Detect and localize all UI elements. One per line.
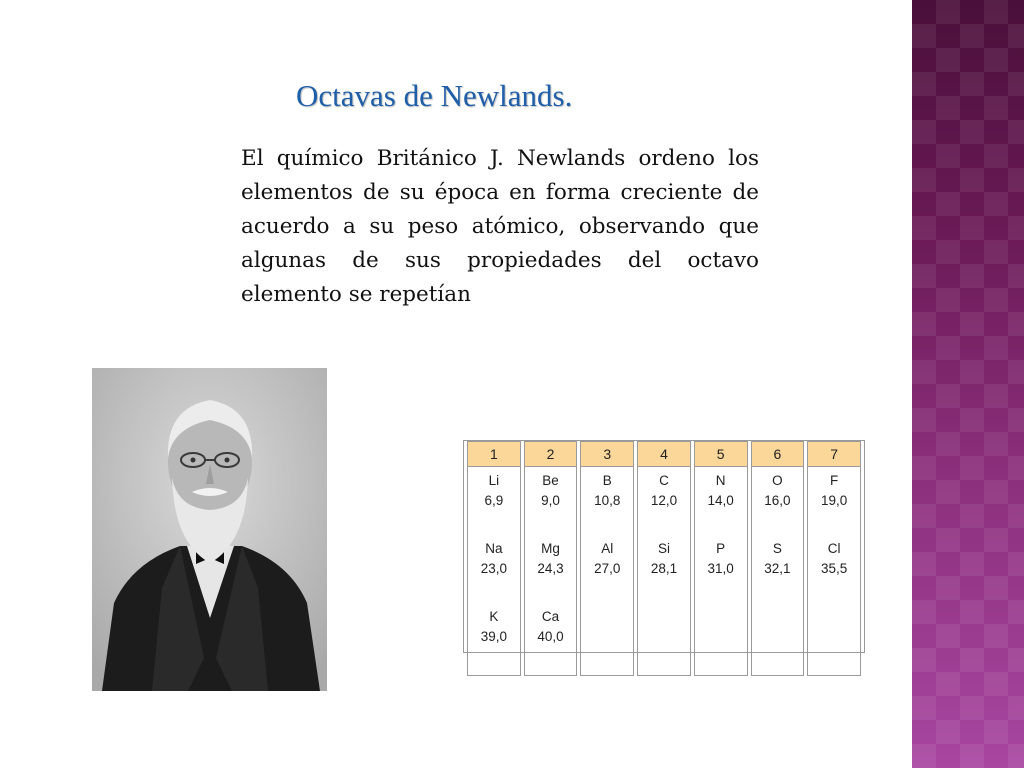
element-mass: 6,9	[484, 493, 504, 508]
octaves-table	[464, 441, 864, 676]
element-mass: 27,0	[594, 561, 621, 576]
element-symbol: Al	[601, 541, 614, 556]
element-mass: 10,8	[594, 493, 621, 508]
element-entry	[468, 471, 520, 539]
table-header-cell: 6	[751, 441, 805, 467]
table-column-5	[694, 467, 748, 676]
element-symbol: S	[772, 541, 782, 556]
element-symbol: Ca	[541, 609, 560, 624]
element-symbol: P	[716, 541, 726, 556]
table-header-cell: 1	[467, 441, 521, 467]
element-symbol: B	[602, 473, 612, 488]
element-symbol: Na	[485, 541, 503, 556]
element-symbol: N	[715, 473, 726, 488]
element-mass: 35,5	[820, 561, 848, 576]
element-symbol: Cl	[827, 541, 841, 556]
element-entry	[808, 471, 860, 539]
element-entry	[581, 471, 633, 539]
table-column-4	[637, 467, 691, 676]
element-entry	[638, 539, 690, 607]
element-mass: 40,0	[537, 629, 564, 644]
element-mass: 12,0	[650, 493, 678, 508]
newlands-octaves-table	[463, 440, 865, 653]
diamond-pattern	[912, 0, 1024, 768]
table-column-2	[524, 467, 578, 676]
table-header-cell: 3	[580, 441, 634, 467]
element-mass: 24,3	[537, 561, 564, 576]
element-entry	[808, 539, 860, 607]
slide-title: Octavas de Newlands.	[296, 78, 573, 113]
element-symbol: Be	[542, 473, 559, 488]
table-column-1	[467, 467, 521, 676]
table-column-3	[580, 467, 634, 676]
element-entry	[525, 607, 577, 675]
element-entry	[752, 471, 804, 539]
element-symbol: K	[489, 609, 499, 624]
element-mass: 39,0	[480, 629, 507, 644]
element-mass: 32,1	[764, 561, 791, 576]
element-mass: 19,0	[820, 493, 848, 508]
element-mass: 14,0	[707, 493, 734, 508]
element-symbol: Mg	[541, 541, 560, 556]
table-header-cell: 5	[694, 441, 748, 467]
element-entry	[525, 471, 577, 539]
element-entry	[695, 539, 747, 607]
table-column-6	[751, 467, 805, 676]
element-mass: 31,0	[707, 561, 734, 576]
element-symbol: C	[659, 473, 669, 488]
element-symbol: O	[772, 473, 783, 488]
table-column-7	[807, 467, 861, 676]
element-mass: 9,0	[541, 493, 560, 508]
element-entry	[581, 539, 633, 607]
element-entry	[752, 539, 804, 607]
table-header-cell: 2	[524, 441, 578, 467]
table-header-cell: 4	[637, 441, 691, 467]
element-entry	[638, 471, 690, 539]
element-symbol: Li	[488, 473, 500, 488]
element-entry	[468, 607, 520, 675]
element-mass: 16,0	[764, 493, 791, 508]
slide-paragraph: El químico Británico J. Newlands ordeno los elementos de su época en forma creciente de acuerdo a su peso atómico, observando que algunas de sus propiedades del octavo elemento se repetían	[241, 146, 759, 307]
element-entry	[695, 471, 747, 539]
element-symbol: Si	[657, 541, 670, 556]
newlands-portrait	[92, 368, 327, 691]
decorative-side-band	[912, 0, 1024, 768]
element-entry	[525, 539, 577, 607]
element-symbol: F	[829, 473, 839, 488]
element-mass: 23,0	[480, 561, 507, 576]
table-header-cell: 7	[807, 441, 861, 467]
portrait-illustration	[92, 368, 327, 691]
element-mass: 28,1	[650, 561, 678, 576]
element-entry	[468, 539, 520, 607]
